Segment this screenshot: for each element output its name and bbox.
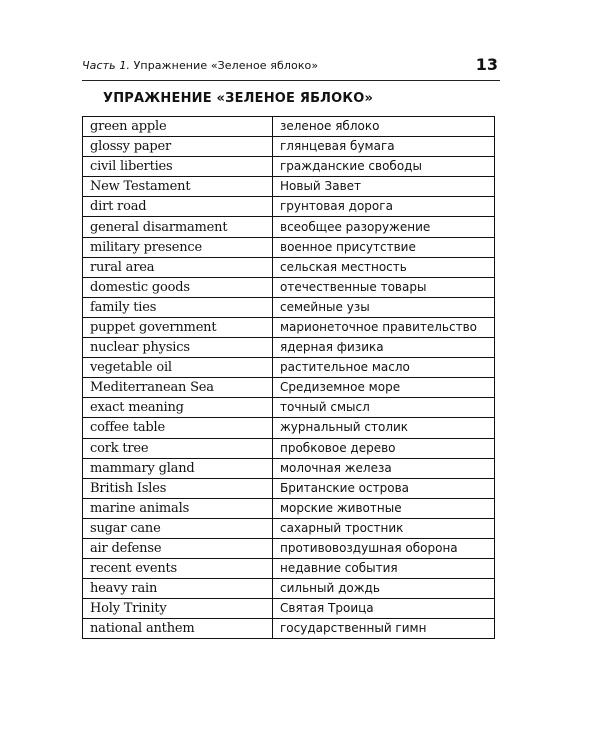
english-term: Holy Trinity (83, 599, 273, 619)
russian-translation: точный смысл (273, 398, 495, 418)
russian-translation: семейные узы (273, 297, 495, 317)
table-row (83, 619, 495, 639)
running-title (82, 59, 318, 72)
table-row (83, 518, 495, 538)
table-row (83, 257, 495, 277)
table-row (83, 358, 495, 378)
english-term: cork tree (83, 438, 273, 458)
english-term: glossy paper (83, 137, 273, 157)
table-row (83, 217, 495, 237)
english-term: vegetable oil (83, 358, 273, 378)
table-row (83, 559, 495, 579)
table-row (83, 297, 495, 317)
section-title: УПРАЖНЕНИЕ «ЗЕЛЕНОЕ ЯБЛОКО» (103, 91, 374, 106)
russian-translation: зеленое яблоко (273, 117, 495, 137)
table-row (83, 418, 495, 438)
running-header (82, 54, 500, 81)
russian-translation: морские животные (273, 498, 495, 518)
english-term: exact meaning (83, 398, 273, 418)
english-term: national anthem (83, 619, 273, 639)
russian-translation: отечественные товары (273, 277, 495, 297)
english-term: military presence (83, 237, 273, 257)
english-term: green apple (83, 117, 273, 137)
table-row (83, 458, 495, 478)
english-term: puppet government (83, 317, 273, 337)
russian-translation: пробковое дерево (273, 438, 495, 458)
russian-translation: грунтовая дорога (273, 197, 495, 217)
english-term: dirt road (83, 197, 273, 217)
chapter-title: Упражнение «Зеленое яблоко» (133, 59, 319, 72)
russian-translation: недавние события (273, 559, 495, 579)
table-row (83, 599, 495, 619)
part-label: Часть 1. (82, 59, 131, 72)
english-term: air defense (83, 538, 273, 558)
english-term: domestic goods (83, 277, 273, 297)
russian-translation: журнальный столик (273, 418, 495, 438)
english-term: heavy rain (83, 579, 273, 599)
russian-translation: противовоздушная оборона (273, 538, 495, 558)
russian-translation: молочная железа (273, 458, 495, 478)
table-row (83, 398, 495, 418)
english-term: mammary gland (83, 458, 273, 478)
table-row (83, 277, 495, 297)
russian-translation: Святая Троица (273, 599, 495, 619)
russian-translation: глянцевая бумага (273, 137, 495, 157)
english-term: British Isles (83, 478, 273, 498)
russian-translation: гражданские свободы (273, 157, 495, 177)
table-row (83, 197, 495, 217)
russian-translation: всеобщее разоружение (273, 217, 495, 237)
page-number: 13 (475, 55, 498, 74)
russian-translation: Средиземное море (273, 378, 495, 398)
table-row (83, 579, 495, 599)
english-term: civil liberties (83, 157, 273, 177)
russian-translation: Британские острова (273, 478, 495, 498)
english-term: coffee table (83, 418, 273, 438)
english-term: general disarmament (83, 217, 273, 237)
russian-translation: государственный гимн (273, 619, 495, 639)
table-row (83, 117, 495, 137)
english-term: Mediterranean Sea (83, 378, 273, 398)
table-row (83, 237, 495, 257)
russian-translation: ядерная физика (273, 338, 495, 358)
table-row (83, 317, 495, 337)
russian-translation: сельская местность (273, 257, 495, 277)
table-row (83, 498, 495, 518)
russian-translation: сильный дождь (273, 579, 495, 599)
table-row (83, 338, 495, 358)
vocabulary-table (82, 116, 495, 639)
table-row (83, 137, 495, 157)
english-term: nuclear physics (83, 338, 273, 358)
english-term: family ties (83, 297, 273, 317)
russian-translation: Новый Завет (273, 177, 495, 197)
table-row (83, 378, 495, 398)
table-row (83, 157, 495, 177)
russian-translation: растительное масло (273, 358, 495, 378)
russian-translation: марионеточное правительство (273, 317, 495, 337)
english-term: recent events (83, 559, 273, 579)
russian-translation: сахарный тростник (273, 518, 495, 538)
table-row (83, 177, 495, 197)
english-term: marine animals (83, 498, 273, 518)
table-row (83, 478, 495, 498)
table-row (83, 538, 495, 558)
russian-translation: военное присутствие (273, 237, 495, 257)
english-term: rural area (83, 257, 273, 277)
english-term: sugar cane (83, 518, 273, 538)
english-term: New Testament (83, 177, 273, 197)
table-row (83, 438, 495, 458)
vocabulary-table-body (83, 117, 495, 639)
